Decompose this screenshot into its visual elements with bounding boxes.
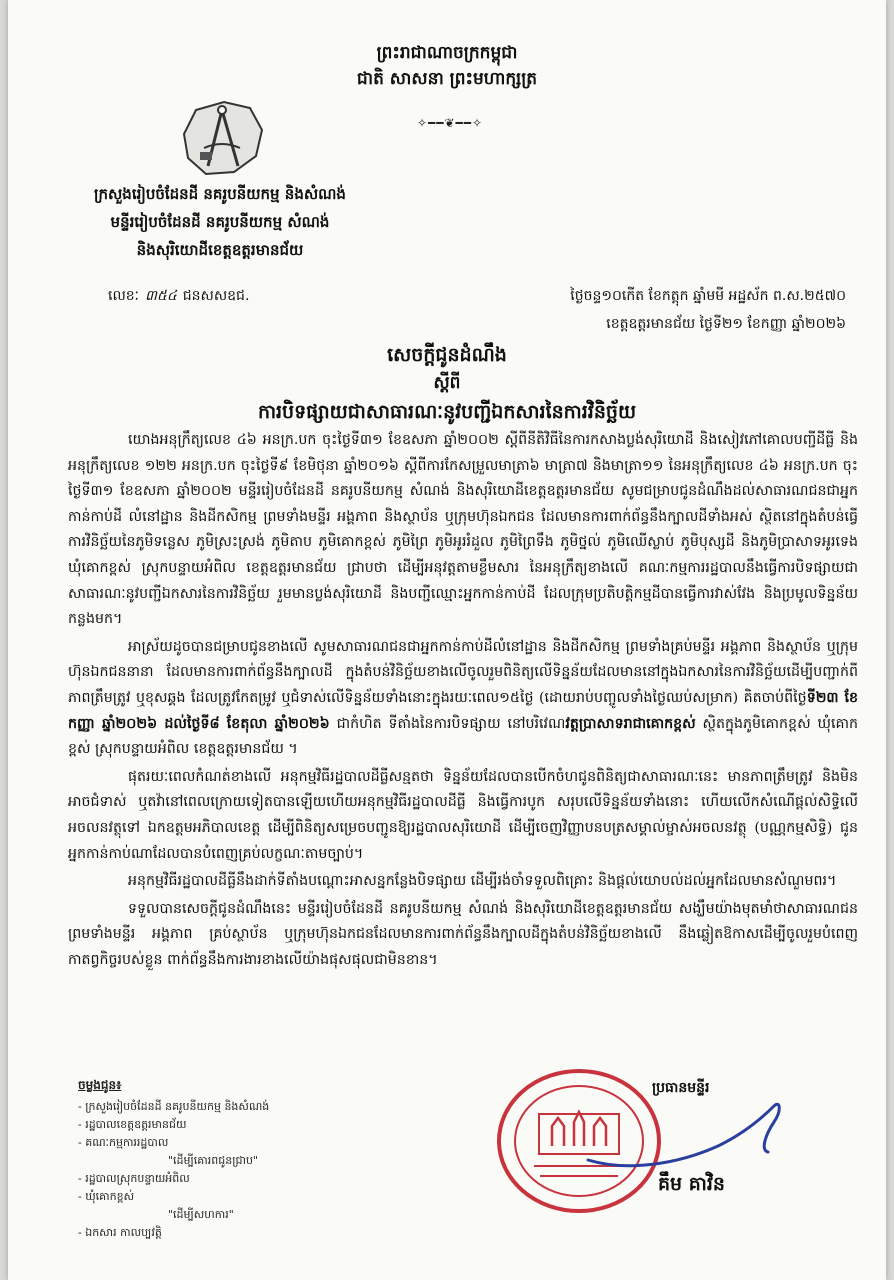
distribution-item: - រដ្ឋបាលស្រុកបន្ទាយអំពិល [78, 1172, 190, 1185]
paragraph-legal-basis: យោងអនុក្រឹត្យលេខ ៤៦ អនក្រ.បក ចុះថ្ងៃទី៣១ ខែឧសភា ឆ្នាំ២០០២ ស្ដីពីនីតិវិធីនៃការកសាងប្លង់សុរិយោដី និងសៀវភៅគោលបញ្ជីដីធ្លី និងអនុក្រឹត្យលេខ ១២២ អនក្រ.បក ចុះថ្ងៃទី៩ ខែមិថុនា ឆ្នាំ២០១៦ ស្ដីពីការកែសម្រួលមាត្រា៦ មាត្រា៧ និងមាត្រា១១ នៃអនុក្រឹត្យលេខ ៤៦ អនក្រ.បក ចុះថ្ងៃទី៣១ ខែឧសភា ឆ្នាំ២០០២ មន្ទីររៀបចំដែនដី នគរូបនីយកម្ម សំណង់ និងសុរិយោដីខេត្តឧត្តរមានជ័យ សូមជម្រាបជូនដំណឹងដល់សាធារណជនជាអ្នកកាន់កាប់ដី លំនៅដ្ឋាន និងដីកសិកម្ម ព្រមទាំងមន្ទីរ អង្គភាព និងស្ថាប័ន ឬក្រុមហ៊ុនឯកជន ដែលមានការពាក់ព័ន្ធនឹងក្បាលដីទាំងអស់ ស្ថិតនៅក្នុងតំបន់ធ្វើការវិនិច្ឆ័យនៃភូមិទន្លេស ភូមិស្រះស្រង់ ភូមិតាប ភូមិគោកខ្ពស់ ភូមិព្រៃ ភូមិអូររំដួល ភូមិព្រៃទឹង ភូមិថ្នល់ ភូមិឈើស្លាប់ ភូមិបុស្សដី និងភូមិប្រាសាទអូរទេង ឃុំគោកខ្ពស់ ស្រុកបន្ទាយអំពិល ខេត្តឧត្តរមានជ័យ ជ្រាបថា ដើម្បីអនុវត្តតាមខ្លឹមសារ នៃអនុក្រឹត្យខាងលើ គណៈកម្មការរដ្ឋបាលនឹងធ្វើការបិទផ្សាយជាសាធារណៈនូវបញ្ជីឯកសារនៃការវិនិច្ឆ័យ រួមមានប្លង់សុរិយោដី និងបញ្ជីឈ្មោះអ្នកកាន់កាប់ដី ដែលក្រុមប្រតិបត្តិកម្មដីបានធ្វើការវាស់វែង និងប្រមូលទិន្នន័យកន្លងមក។ [68, 432, 858, 628]
notice-body [68, 428, 858, 975]
ref-suffix: ជនសសឧជ. [182, 288, 250, 304]
paragraph-deadline: ផុតរយៈពេលកំណត់ខាងលើ អនុកម្មវិធីរដ្ឋបាលដីធ្លីសន្មតថា ទិន្នន័យដែលបានបើកចំហជូនពិនិត្យជាសាធារណៈនេះ មានភាពត្រឹមត្រូវ និងមិនអាចជំទាស់ ឬតវ៉ានៅពេលក្រោយទៀតបានឡើយហើយអនុកម្មវិធីរដ្ឋបាលដីធ្លី និងធ្វើការបូក សរុបលើទិន្នន័យទាំងនោះ ហើយលើកសំណើផ្ដល់សិទ្ធិលើអចលនវត្ថុទៅ ឯកឧត្ដមអភិបាលខេត្ត ដើម្បីពិនិត្យសម្រេចបញ្ជូនឱ្យរដ្ឋបាលសុរិយោដី ដើម្បីចេញវិញ្ញាបនបត្រសម្គាល់ម្ចាស់អចលនវត្ថុ (បណ្ណកម្មសិទ្ធិ) ជូនអ្នកកាន់កាប់ណាដែលបានបំពេញគ្រប់លក្ខណៈតាមច្បាប់។ [68, 768, 858, 862]
distribution-heading: ចម្លងជូន៖ [78, 1078, 122, 1092]
solar-date: ខេត្តឧត្តរមានជ័យ ថ្ងៃទី២១ ខែកញ្ញា ឆ្នាំ២០២៦ [606, 316, 846, 332]
distribution-list [78, 1076, 438, 1242]
reference-number [108, 286, 249, 307]
display-location: វត្តប្រាសាទរាជាគោកខ្ពស់ [565, 715, 696, 732]
signatory-title: ប្រធានមន្ទីរ [652, 1080, 710, 1096]
distribution-note: "ដើម្បីសហការ" [168, 1208, 234, 1221]
ref-label: លេខៈ [108, 288, 139, 304]
header-ornament: ✧━━❦━━✧ [416, 116, 484, 130]
paragraph-closing: ទទួលបានសេចក្ដីជូនដំណឹងនេះ មន្ទីររៀបចំដែនដី នគរូបនីយកម្ម សំណង់ និងសុរិយោដីខេត្តឧត្តរមានជ័យ សង្ឃឹមយ៉ាងមុតមាំថាសាធារណជន ព្រមទាំងមន្ទីរ អង្គភាព គ្រប់ស្ថាប័ន ឬក្រុមហ៊ុនឯកជនដែលមានការពាក់ព័ន្ធនឹងក្បាលដីក្នុងតំបន់វិនិច្ឆ័យខាងលើ នឹងឆ្លៀតឱកាសដើម្បីចូលរួមបំពេញកាតព្វកិច្ចរបស់ខ្លួន ពាក់ព័ន្ធនឹងការងារខាងលើយ៉ាងផុសផុលជាមិនខាន។ [68, 900, 858, 968]
notice-title [8, 340, 886, 428]
ministry-emblem-icon [176, 96, 268, 180]
distribution-item: - គណៈកម្មការរដ្ឋបាល [78, 1136, 169, 1149]
lunar-date: ថ្ងៃចន្ទ១០កើត ខែកត្ដុក ឆ្នាំមមី អដ្ឋស័ក ព.ស.២៥៧០ [570, 288, 846, 304]
province-department: និងសុរិយោដីខេត្តឧត្តរមានជ័យ [136, 241, 304, 259]
issuing-authority [30, 180, 410, 264]
distribution-item: - ឯកសារ កាលប្បវត្តិ [78, 1226, 162, 1239]
distribution-item: - ឃុំគោកខ្ពស់ [78, 1190, 135, 1203]
national-motto: ជាតិ សាសនា ព្រះមហាក្សត្រ [356, 69, 538, 89]
issue-date [426, 282, 846, 338]
distribution-item: - រដ្ឋបាលខេត្តឧត្តរមានជ័យ [78, 1118, 187, 1131]
document-page [8, 0, 886, 1280]
notice-heading: សេចក្ដីជូនដំណឹង [387, 344, 507, 366]
kingdom-title: ព្រះរាជាណាចក្រកម្ពុជា [376, 43, 518, 63]
notice-subject: ការបិទផ្សាយជាសាធារណៈនូវបញ្ជីឯកសារនៃការវិនិច្ឆ័យ [257, 401, 637, 423]
kingdom-header [8, 40, 886, 92]
distribution-item: - ក្រសួងរៀបចំដែនដី នគរូបនីយកម្ម និងសំណង់ [78, 1100, 270, 1113]
ministry-name: ក្រសួងរៀបចំដែនដី នគរូបនីយកម្ម និងសំណង់ [94, 185, 346, 203]
signatory-name: គឹម គាវិន [658, 1173, 725, 1195]
ref-number: ៣៥៤ [144, 288, 177, 304]
notice-about: ស្ដីពី [433, 373, 461, 393]
paragraph-consultation: អនុកម្មវិធីរដ្ឋបាលដីធ្លីនឹងដាក់ទីតាំងបណ្ដោះអាសន្នកន្លែងបិទផ្សាយ ដើម្បីរង់ចាំទទួលពិគ្រោះ និងផ្ដល់យោបល់ដល់អ្នកដែលមានសំណួមពរ។ [128, 873, 837, 890]
distribution-note: "ដើម្បីគោរពជូនជ្រាប" [168, 1154, 258, 1167]
department-name: មន្ទីររៀបចំដែនដី នគរូបនីយកម្ម សំណង់ [110, 213, 330, 231]
display-period: ទី២៣ ខែកញ្ញា ឆ្នាំ២០២៦ ដល់ថ្ងៃទី៨ ខែតុលា ឆ្នាំ២០២៦ [68, 689, 858, 732]
paragraph-request: អាស្រ័យដូចបានជម្រាបជូនខាងលើ សូមសាធារណជនជាអ្នកកាន់កាប់ដីលំនៅដ្ឋាន និងដីកសិកម្ម ព្រមទាំងគ្រប់មន្ទីរ អង្គភាព និងស្ថាប័ន ឬក្រុមហ៊ុនឯកជននានា ដែលមានការពាក់ព័ន្ធនឹងក្បាលដី ក្នុងតំបន់វិនិច្ឆ័យខាងលើចូលរួមពិនិត្យលើទិន្នន័យដែលមាននៅក្នុងឯកសារនៃការវិនិច្ឆ័យដើម្បីបញ្ជាក់ពីភាពត្រឹមត្រូវ ឬខុសឆ្គង ដែលត្រូវកែតម្រូវ ឬជំទាស់លើទិន្នន័យទាំងនោះក្នុងរយៈពេល១៥ថ្ងៃ (ដោយរាប់បញ្ចូលទាំងថ្ងៃឈប់សម្រាក) គិតចាប់ពីថ្ងៃទី២៣ ខែកញ្ញា ឆ្នាំ២០២៦ ដល់ថ្ងៃទី៨ ខែតុលា ឆ្នាំ២០២៦ ជាកំហិត ទីតាំងនៃការបិទផ្សាយ នៅបរិវេណវត្តប្រាសាទរាជាគោកខ្ពស់ ស្ថិតក្នុងភូមិគោកខ្ពស់ ឃុំគោកខ្ពស់ ស្រុកបន្ទាយអំពិល ខេត្តឧត្តរមានជ័យ ។ [68, 638, 858, 758]
